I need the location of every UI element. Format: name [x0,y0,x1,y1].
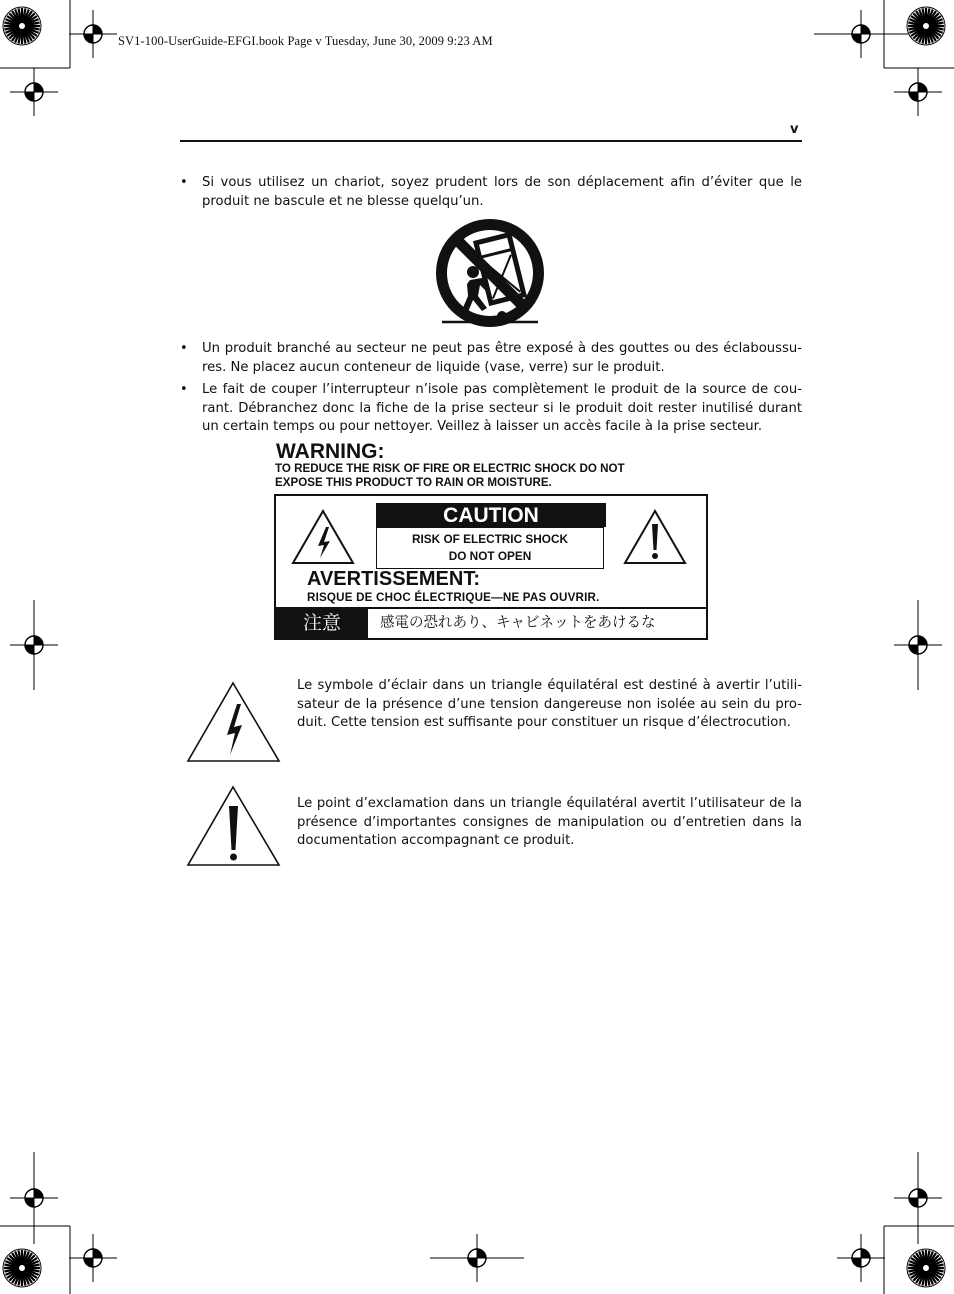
bullet-marker: • [180,175,188,190]
exclamation-symbol-text: Le point d’exclamation dans un triangle équilatéral avertit l’utilisateur de la présence d’importantes consignes de manipulation ou d’entretien dans la documentation accompagnant ce produit. [297,796,802,848]
avertissement-title: AVERTISSEMENT: [307,568,480,590]
caution-body [376,527,604,569]
warning-title: WARNING: [276,440,385,463]
bullet-marker: • [180,382,188,397]
warning-subtitle [275,462,715,490]
japanese-caution-heading: 注意 [276,609,368,638]
header-rule [180,140,802,142]
no-cart-tipping-icon [432,218,552,330]
lightning-triangle-icon [290,508,356,570]
page-number: v [790,122,799,137]
lightning-symbol-text: Le symbole d’éclair dans un triangle équilatéral est destiné à avertir l’utili-sateur de la présence d’une tension dangereuse non isolée au sein du pro-duit. Cette tension est suffisante pour constituer un risque d’électrocution. [297,678,802,730]
bullet-marker: • [180,341,188,356]
caution-line1: RISK OF ELECTRIC SHOCK [412,532,568,546]
exclamation-triangle-icon [186,784,282,872]
bullet-text-liquid: Un produit branché au secteur ne peut pas être exposé à des gouttes ou des éclaboussu-res. Ne placez aucun conteneur de liquide (vase, verre) sur le produit. [202,341,802,375]
caution-line2: DO NOT OPEN [448,549,532,563]
japanese-caution-text: 感電の恐れあり、キャビネットをあけるな [380,615,656,631]
warning-subtitle-line1: TO REDUCE THE RISK OF FIRE OR ELECTRIC SHOCK DO NOT [275,462,625,475]
warning-subtitle-line2: EXPOSE THIS PRODUCT TO RAIN OR MOISTURE. [275,476,552,489]
exclamation-triangle-icon [622,508,688,570]
bullet-text-cart: Si vous utilisez un chariot, soyez prudent lors de son déplacement afin d’éviter que le produit ne bascule et ne blesse quelqu’un. [202,175,802,209]
bullet-text-power-switch: Le fait de couper l’interrupteur n’isole pas complètement le produit de la source de cou-rant. Débranchez donc la fiche de la prise secteur si le produit doit rester inutilisé durant un certain temps ou pour nettoyer. Veillez à laisser un accès facile à la prise secteur. [202,382,802,434]
book-header-line: SV1-100-UserGuide-EFGI.book Page v Tuesday, June 30, 2009 9:23 AM [118,34,493,48]
lightning-triangle-icon [186,680,282,768]
caution-heading: CAUTION [376,503,606,527]
avertissement-subtitle: RISQUE DE CHOC ÉLECTRIQUE—NE PAS OUVRIR. [307,591,600,604]
